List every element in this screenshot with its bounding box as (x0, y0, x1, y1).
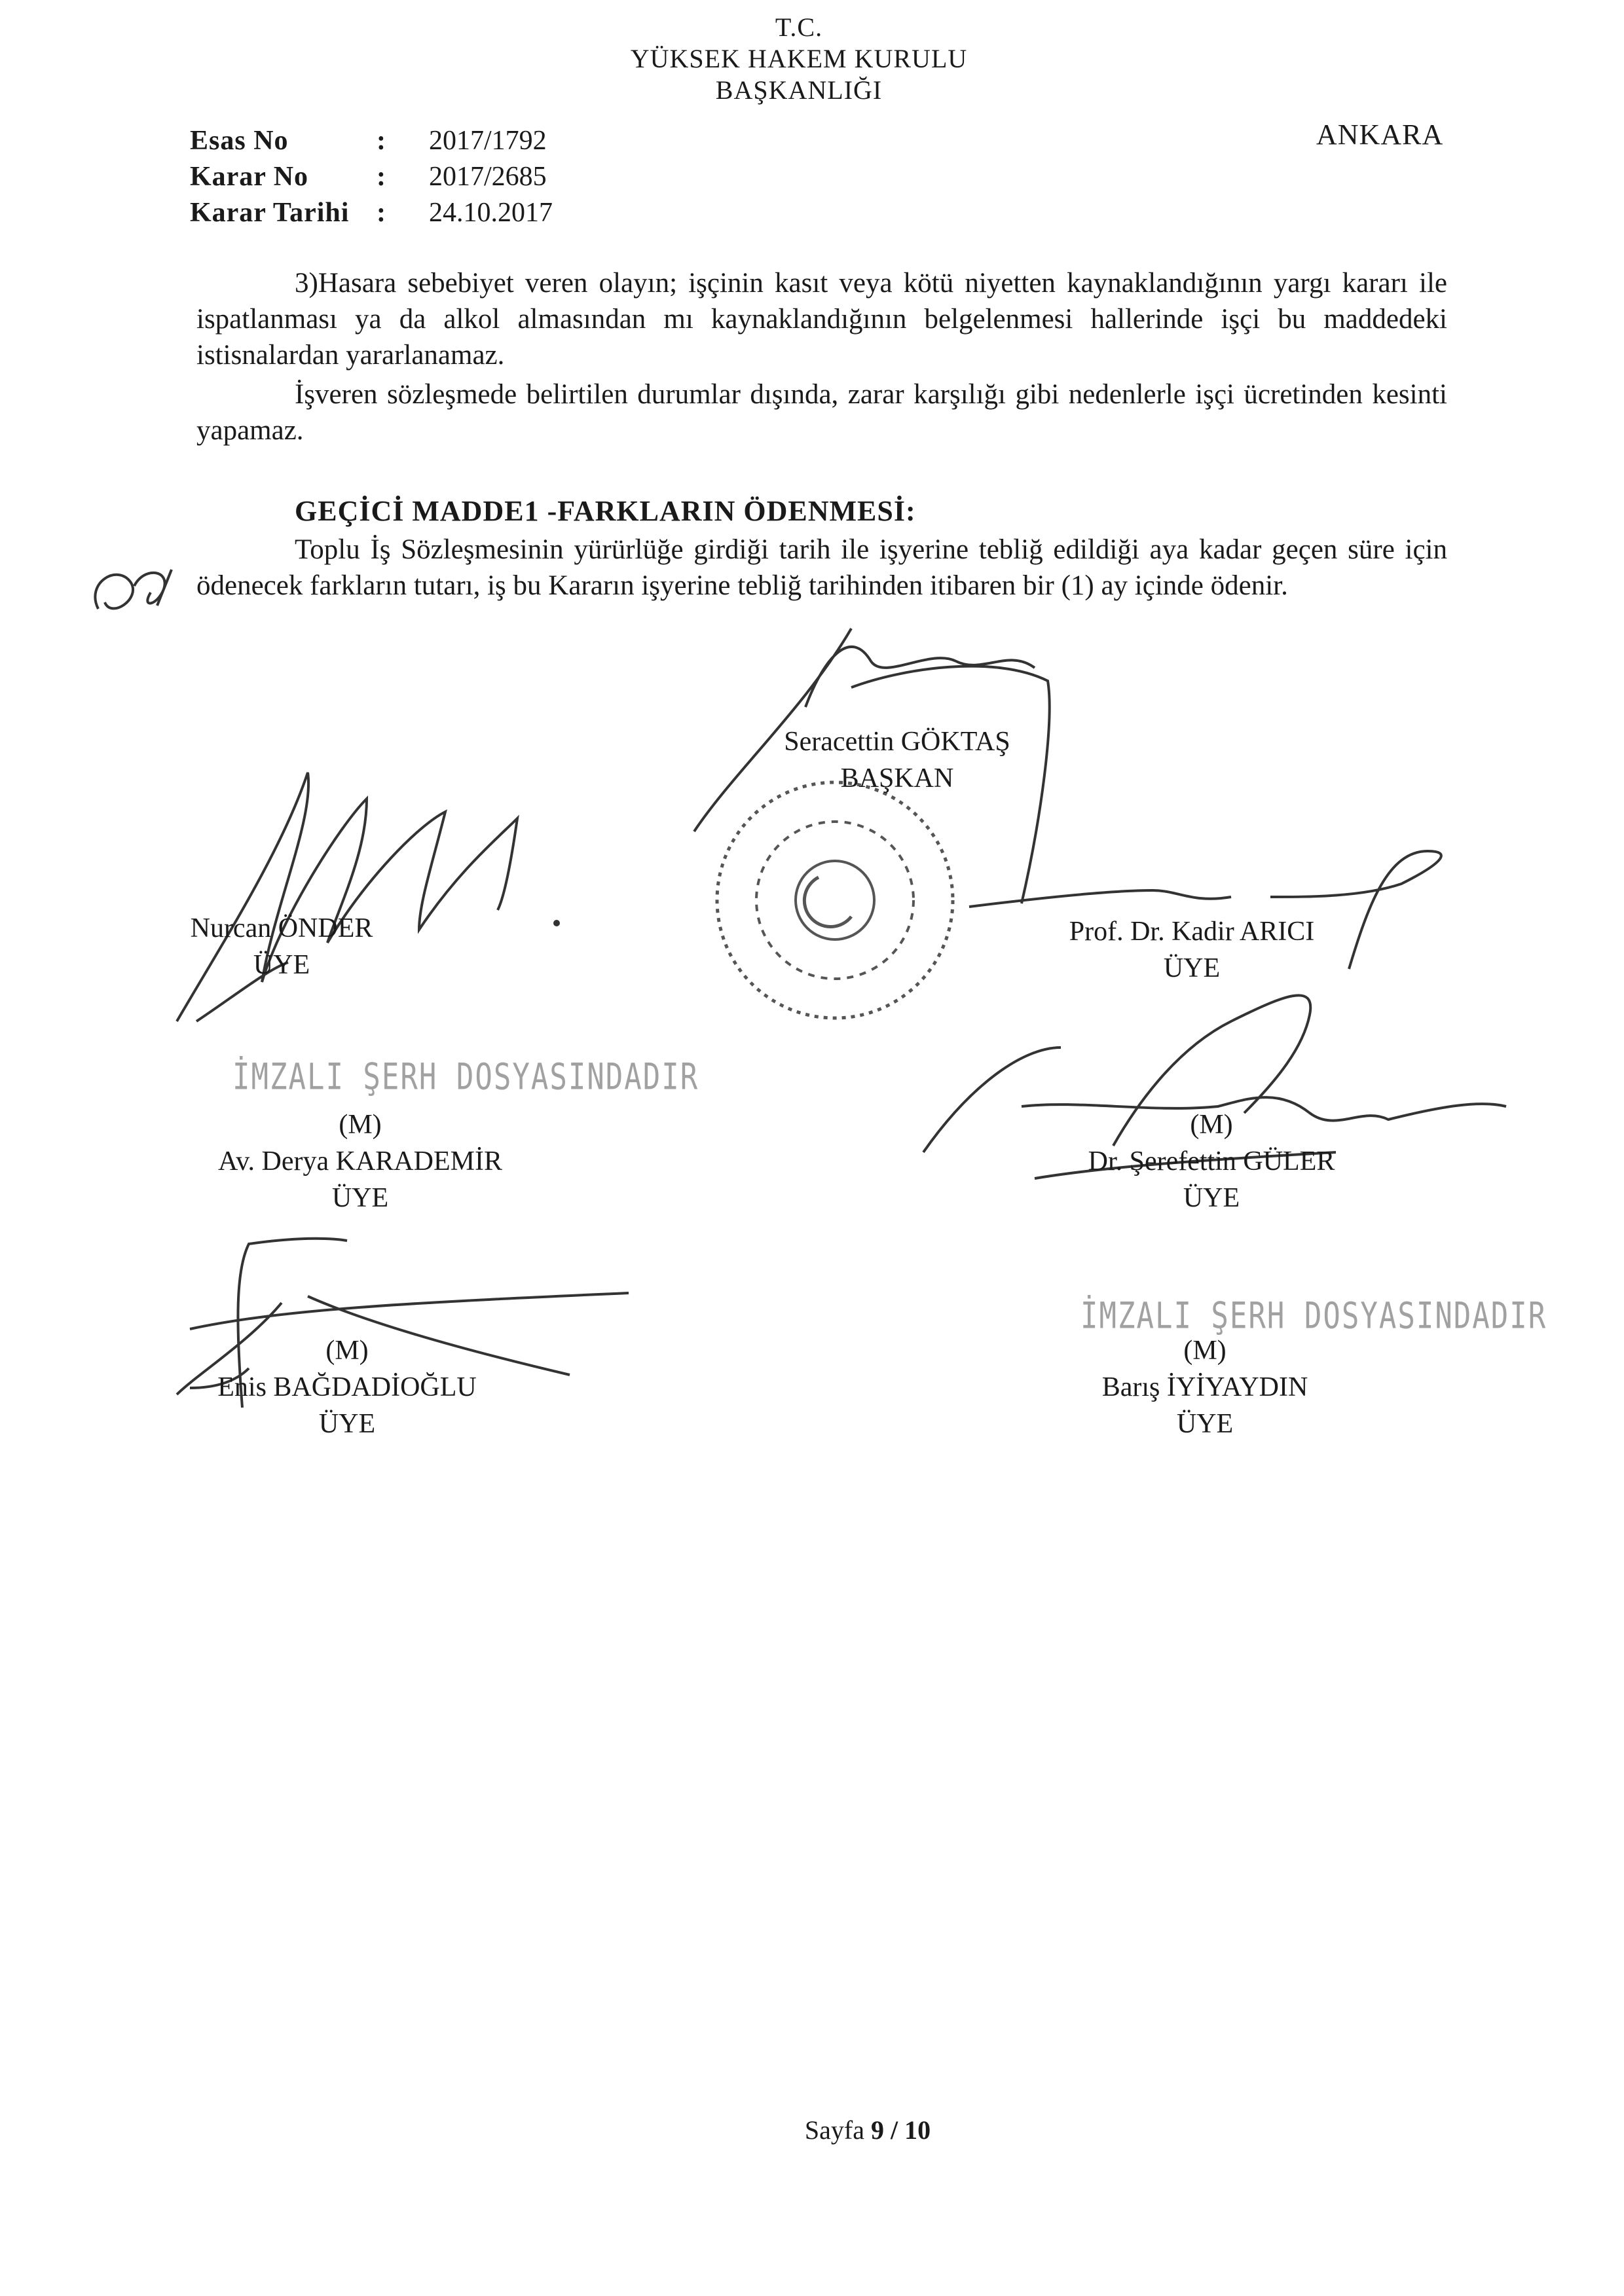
member-karademir-title: ÜYE (331, 1183, 389, 1213)
margin-initials-mark (95, 570, 172, 609)
section-heading: GEÇİCİ MADDE1 -FARKLARIN ÖDENMESİ: (295, 495, 916, 527)
page-number-separator: / (890, 2115, 898, 2145)
member-onder-block (144, 910, 419, 983)
member-onder-title: ÜYE (253, 950, 310, 980)
page-number-prefix: Sayfa (804, 2115, 864, 2145)
member-bagdadioglu-mark: (M) (325, 1336, 369, 1366)
president-name: Seracettin GÖKTAŞ (784, 727, 1010, 757)
member-onder-name: Nurcan ÖNDER (190, 913, 373, 943)
member-iyiyaydin-title: ÜYE (1176, 1409, 1234, 1439)
dissent-stamp-iyiyaydin: İMZALI ŞERH DOSYASINDADIR (1080, 1295, 1547, 1338)
member-guler-name: Dr. Şerefettin GÜLER (1088, 1146, 1335, 1176)
president-block (727, 723, 1067, 797)
member-bagdadioglu-block (170, 1332, 524, 1442)
decision-number-label: Karar No (190, 162, 309, 192)
decision-date-label: Karar Tarihi (190, 198, 350, 228)
decision-date-row: Karar Tarihi : 24.10.2017 (190, 198, 553, 228)
member-karademir-mark: (M) (339, 1110, 382, 1140)
decision-number-value: 2017/2685 (429, 162, 547, 192)
member-arici-block (1008, 913, 1375, 987)
president-title: BAŞKAN (840, 763, 954, 793)
member-iyiyaydin-mark: (M) (1183, 1336, 1227, 1366)
member-guler-title: ÜYE (1183, 1183, 1240, 1213)
city-label: ANKARA (1316, 118, 1444, 151)
member-guler-block (1028, 1106, 1395, 1216)
header-line-board: YÜKSEK HAKEM KURULU (630, 44, 968, 73)
member-karademir-block (177, 1106, 544, 1216)
paragraph-payment-clause: Toplu İş Sözleşmesinin yürürlüğe girdiği tarih ile işyerine tebliğ edildiği aya kadar geçen süre için ödenecek farkların tutarı, iş bu Kararın işyerine tebliğ tarihinden itibaren bir (1) ay içinde ödenir. (196, 534, 1447, 601)
paragraph-damage-clause: 3)Hasara sebebiyet veren olayın; işçinin kasıt veya kötü niyetten kaynaklandığının yargı kararı ile ispatlanması ya da alkol almasından mı kaynaklandığının belgelenmesi hallerinde işçi bu maddedeki istisnalardan yararlanamaz. (196, 268, 1447, 371)
dissent-stamp-karademir: İMZALI ŞERH DOSYASINDADIR (232, 1056, 699, 1099)
member-bagdadioglu-title: ÜYE (318, 1409, 376, 1439)
member-iyiyaydin-block (1035, 1332, 1375, 1442)
decision-date-value: 24.10.2017 (429, 198, 553, 228)
header-line-presidency: BAŞKANLIĞI (715, 75, 883, 105)
paragraph-deduction-clause: İşveren sözleşmede belirtilen durumlar dışında, zarar karşılığı gibi nedenlerle işçi ücretinden kesinti yapamaz. (196, 379, 1447, 446)
official-seal (717, 782, 953, 1018)
member-bagdadioglu-name: Enis BAĞDADİOĞLU (217, 1372, 477, 1402)
page-number-total: 10 (904, 2115, 931, 2145)
case-number-label: Esas No (190, 126, 289, 156)
header-line-tc: T.C. (775, 12, 823, 42)
member-guler-mark: (M) (1190, 1110, 1233, 1140)
decision-number-row: Karar No : 2017/2685 (190, 162, 547, 192)
page-number (783, 2115, 953, 2145)
member-arici-title: ÜYE (1163, 953, 1221, 983)
case-number-row: Esas No : 2017/1792 (190, 126, 547, 156)
member-onder-signature (177, 773, 517, 1021)
member-arici-name: Prof. Dr. Kadir ARICI (1069, 917, 1315, 947)
case-number-value: 2017/1792 (429, 126, 547, 156)
member-iyiyaydin-name: Barış İYİYAYDIN (1101, 1372, 1308, 1402)
member-karademir-name: Av. Derya KARADEMİR (218, 1146, 502, 1176)
page-number-current: 9 (870, 2115, 884, 2145)
